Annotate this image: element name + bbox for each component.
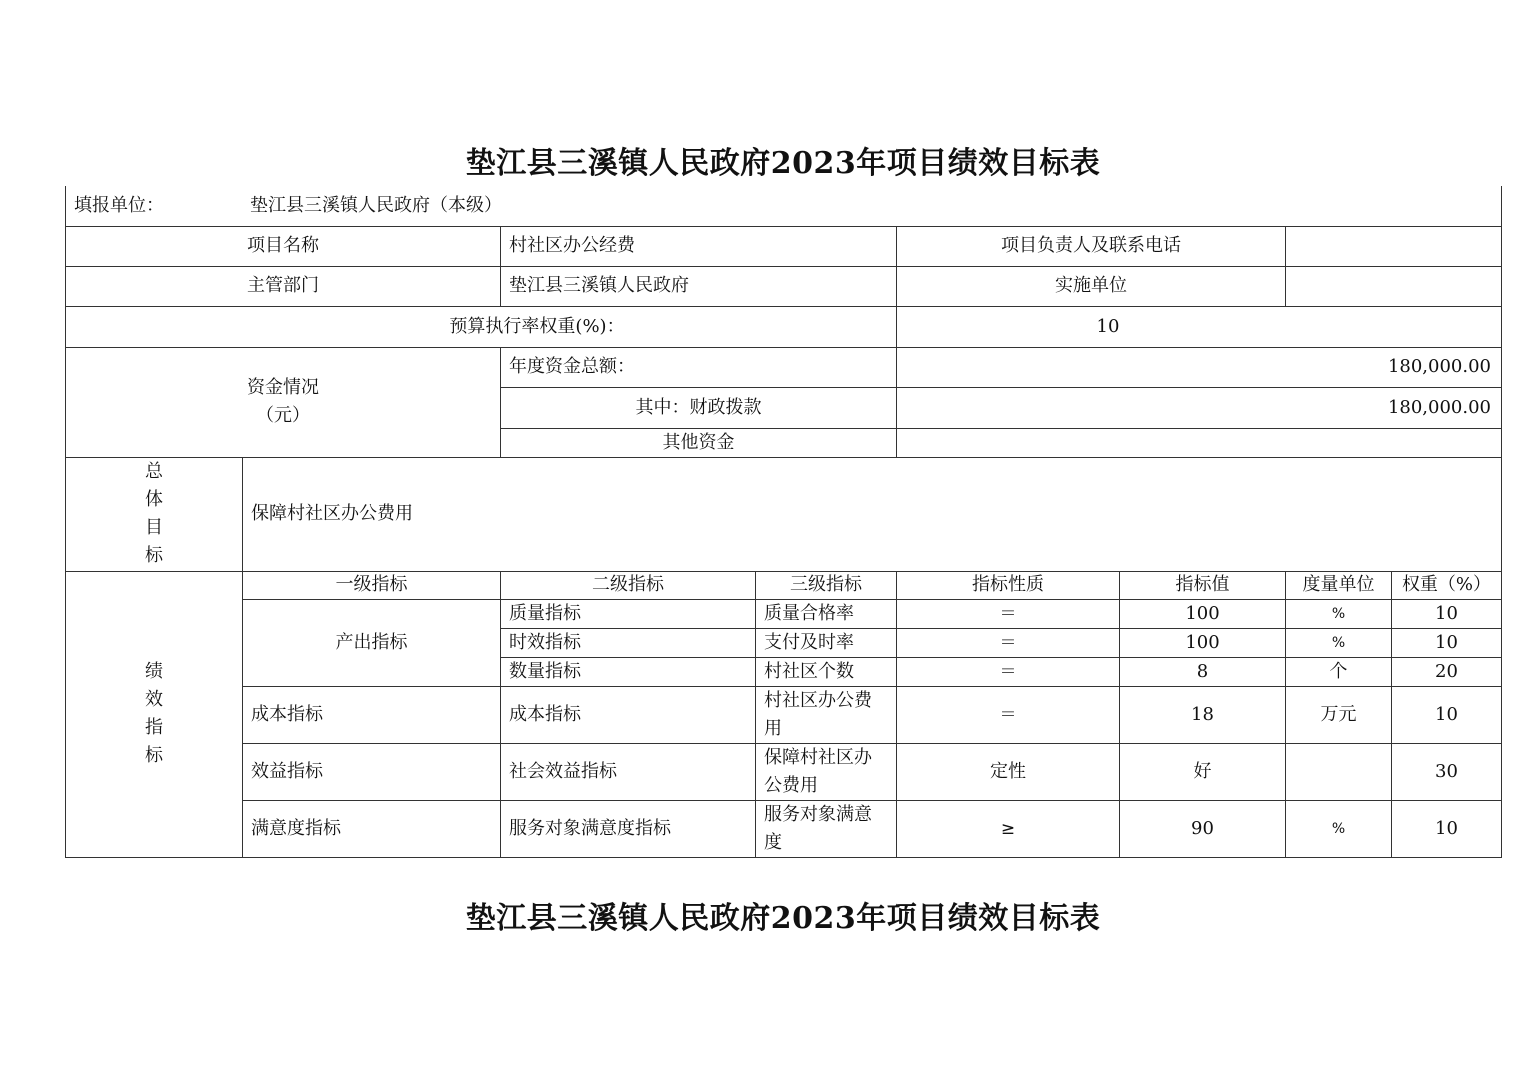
fund-label-line1: 资金情况 bbox=[247, 377, 319, 398]
header-nature: 指标性质 bbox=[897, 571, 1120, 599]
performance-table-container bbox=[65, 186, 1502, 858]
indicator-row bbox=[66, 686, 1502, 743]
budget-rate-row bbox=[66, 306, 1502, 347]
indicator-weight: 10 bbox=[1392, 628, 1502, 657]
overall-goal-value: 保障村社区办公费用 bbox=[243, 457, 1502, 571]
indicator-level3: 村社区办公费用 bbox=[756, 686, 897, 743]
budget-rate-label: 预算执行率权重(%)： bbox=[66, 306, 897, 347]
indicator-nature: 定性 bbox=[897, 743, 1120, 800]
header-level3: 三级指标 bbox=[756, 571, 897, 599]
indicator-level1: 效益指标 bbox=[243, 743, 501, 800]
fill-unit-cell bbox=[66, 186, 1502, 226]
indicator-row bbox=[66, 800, 1502, 857]
overall-goal-label bbox=[66, 457, 243, 571]
dept-value: 垫江县三溪镇人民政府 bbox=[501, 266, 897, 306]
header-value: 指标值 bbox=[1120, 571, 1286, 599]
indicator-level1: 满意度指标 bbox=[243, 800, 501, 857]
annual-total-row bbox=[66, 347, 1502, 387]
indicator-value: 18 bbox=[1120, 686, 1286, 743]
indicator-nature: ＝ bbox=[897, 628, 1120, 657]
project-name-value: 村社区办公经费 bbox=[501, 226, 897, 266]
annual-total-value: 180,000.00 bbox=[897, 347, 1502, 387]
indicator-value: 100 bbox=[1120, 628, 1286, 657]
indicator-level3: 村社区个数 bbox=[756, 657, 897, 686]
fiscal-value: 180,000.00 bbox=[897, 387, 1502, 428]
perf-char: 指 bbox=[145, 717, 163, 738]
indicator-value: 100 bbox=[1120, 599, 1286, 628]
indicator-unit bbox=[1286, 743, 1392, 800]
dept-row bbox=[66, 266, 1502, 306]
fund-label bbox=[66, 347, 501, 457]
indicator-level2: 数量指标 bbox=[501, 657, 756, 686]
indicator-level3: 服务对象满意度 bbox=[756, 800, 897, 857]
impl-label: 实施单位 bbox=[897, 266, 1286, 306]
performance-target-table bbox=[65, 186, 1502, 858]
overall-goal-char: 总 bbox=[145, 461, 163, 482]
other-fund-label: 其他资金 bbox=[501, 428, 897, 457]
indicator-level2: 成本指标 bbox=[501, 686, 756, 743]
fund-label-line2: （元） bbox=[256, 405, 310, 426]
perf-char: 绩 bbox=[145, 661, 163, 682]
indicator-value: 好 bbox=[1120, 743, 1286, 800]
perf-char: 效 bbox=[145, 689, 163, 710]
indicator-weight: 30 bbox=[1392, 743, 1502, 800]
annual-total-label: 年度资金总额： bbox=[501, 347, 897, 387]
header-level1: 一级指标 bbox=[243, 571, 501, 599]
indicator-level2: 时效指标 bbox=[501, 628, 756, 657]
indicator-unit: % bbox=[1286, 628, 1392, 657]
indicator-weight: 10 bbox=[1392, 800, 1502, 857]
header-unit: 度量单位 bbox=[1286, 571, 1392, 599]
indicator-value: 8 bbox=[1120, 657, 1286, 686]
overall-goal-row bbox=[66, 457, 1502, 571]
budget-rate-value: 10 bbox=[897, 306, 1502, 347]
indicator-value: 90 bbox=[1120, 800, 1286, 857]
indicator-level2: 服务对象满意度指标 bbox=[501, 800, 756, 857]
indicator-unit: % bbox=[1286, 800, 1392, 857]
page-title: 垫江县三溪镇人民政府2023年项目绩效目标表 bbox=[465, 146, 1101, 181]
overall-goal-char: 标 bbox=[145, 545, 163, 566]
perf-indicator-label bbox=[66, 571, 243, 857]
indicator-row bbox=[66, 599, 1502, 628]
header-level2: 二级指标 bbox=[501, 571, 756, 599]
project-owner-label: 项目负责人及联系电话 bbox=[897, 226, 1286, 266]
overall-goal-char: 目 bbox=[145, 517, 163, 538]
indicator-nature: ≥ bbox=[897, 800, 1120, 857]
indicator-weight: 10 bbox=[1392, 686, 1502, 743]
indicator-header-row bbox=[66, 571, 1502, 599]
indicator-level2: 质量指标 bbox=[501, 599, 756, 628]
indicator-level3: 保障村社区办公费用 bbox=[756, 743, 897, 800]
fill-unit-label: 填报单位： bbox=[74, 194, 164, 216]
project-name-label: 项目名称 bbox=[66, 226, 501, 266]
indicator-row bbox=[66, 743, 1502, 800]
fill-unit-value: 垫江县三溪镇人民政府（本级） bbox=[250, 194, 502, 216]
indicator-nature: ＝ bbox=[897, 686, 1120, 743]
indicator-level2: 社会效益指标 bbox=[501, 743, 756, 800]
indicator-nature: ＝ bbox=[897, 599, 1120, 628]
fiscal-label: 其中：财政拨款 bbox=[501, 387, 897, 428]
indicator-unit: % bbox=[1286, 599, 1392, 628]
indicator-weight: 20 bbox=[1392, 657, 1502, 686]
indicator-unit: 个 bbox=[1286, 657, 1392, 686]
impl-value bbox=[1286, 266, 1502, 306]
header-weight: 权重（%） bbox=[1392, 571, 1502, 599]
indicator-nature: ＝ bbox=[897, 657, 1120, 686]
dept-label: 主管部门 bbox=[66, 266, 501, 306]
footer-title: 垫江县三溪镇人民政府2023年项目绩效目标表 bbox=[465, 901, 1101, 936]
fill-unit-row bbox=[66, 186, 1502, 226]
indicator-level3: 支付及时率 bbox=[756, 628, 897, 657]
indicator-level1: 成本指标 bbox=[243, 686, 501, 743]
indicator-level3: 质量合格率 bbox=[756, 599, 897, 628]
project-name-row bbox=[66, 226, 1502, 266]
indicator-unit: 万元 bbox=[1286, 686, 1392, 743]
perf-char: 标 bbox=[145, 745, 163, 766]
project-owner-value bbox=[1286, 226, 1502, 266]
indicator-level1-output: 产出指标 bbox=[243, 599, 501, 686]
overall-goal-char: 体 bbox=[145, 489, 163, 510]
other-fund-value bbox=[897, 428, 1502, 457]
indicator-weight: 10 bbox=[1392, 599, 1502, 628]
